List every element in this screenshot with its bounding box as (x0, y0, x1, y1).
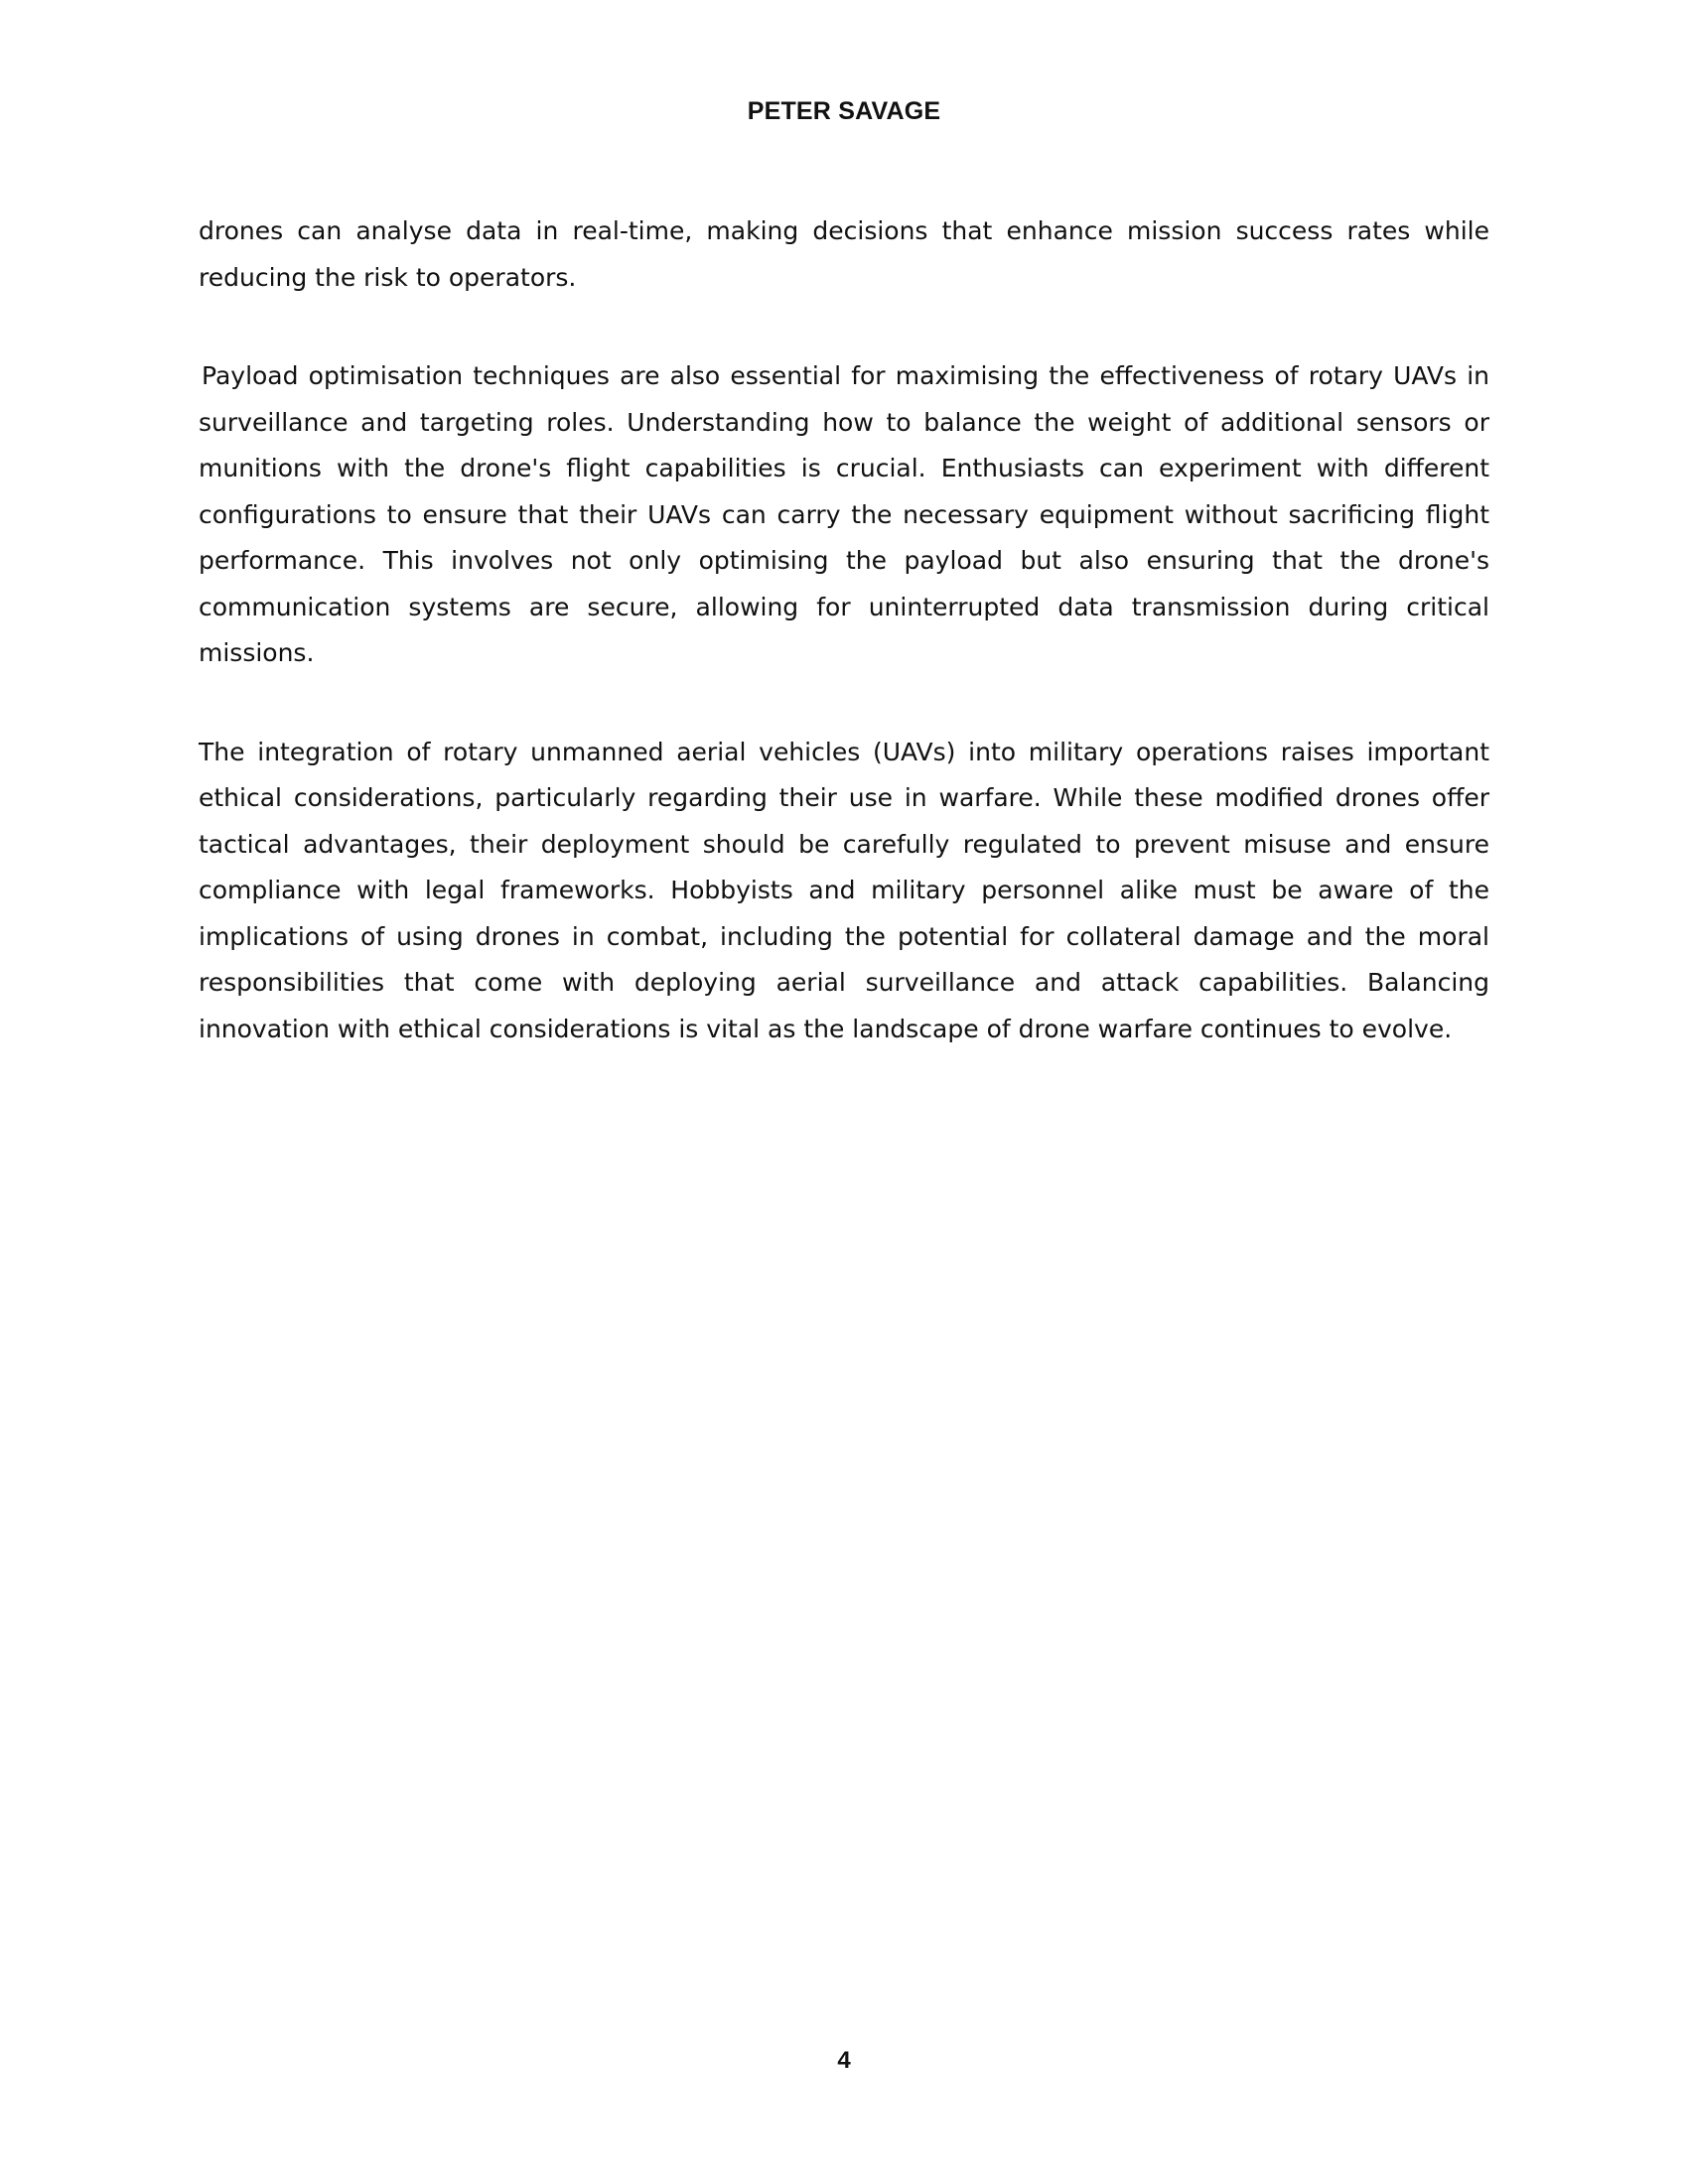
paragraph-payload-optimisation: Payload optimisation techniques are also essential for maximising the effectiveness of rotary UAVs in surveillance and targeting roles. Understanding how to balance the weight of additional sensors or munitions with the drone's flight capabilities is crucial. Enthusiasts can experiment with different configurations to ensure that their UAVs can carry the necessary equipment without sacrificing flight performance. This involves not only optimising the payload but also ensuring that the drone's communication systems are secure, allowing for uninterrupted data transmission during critical missions. (199, 361, 1489, 667)
page-number: 4 (837, 2047, 851, 2074)
running-header-author: PETER SAVAGE (747, 97, 941, 125)
body-text (199, 208, 1489, 1105)
paragraph-ethical-considerations: The integration of rotary unmanned aerial vehicles (UAVs) into military operations raises important ethical considerations, particularly regarding their use in warfare. While these modified drones offer tactical advantages, their deployment should be carefully regulated to prevent misuse and ensure compliance with legal frameworks. Hobbyists and military personnel alike must be aware of the implications of using drones in combat, including the potential for collateral damage and the moral responsibilities that come with deploying aerial surveillance and attack capabilities. Balancing innovation with ethical considerations is vital as the landscape of drone warfare continues to evolve. (199, 737, 1489, 1043)
paragraph-continuation: drones can analyse data in real-time, making decisions that enhance mission success rates while reducing the risk to operators. (199, 216, 1489, 292)
